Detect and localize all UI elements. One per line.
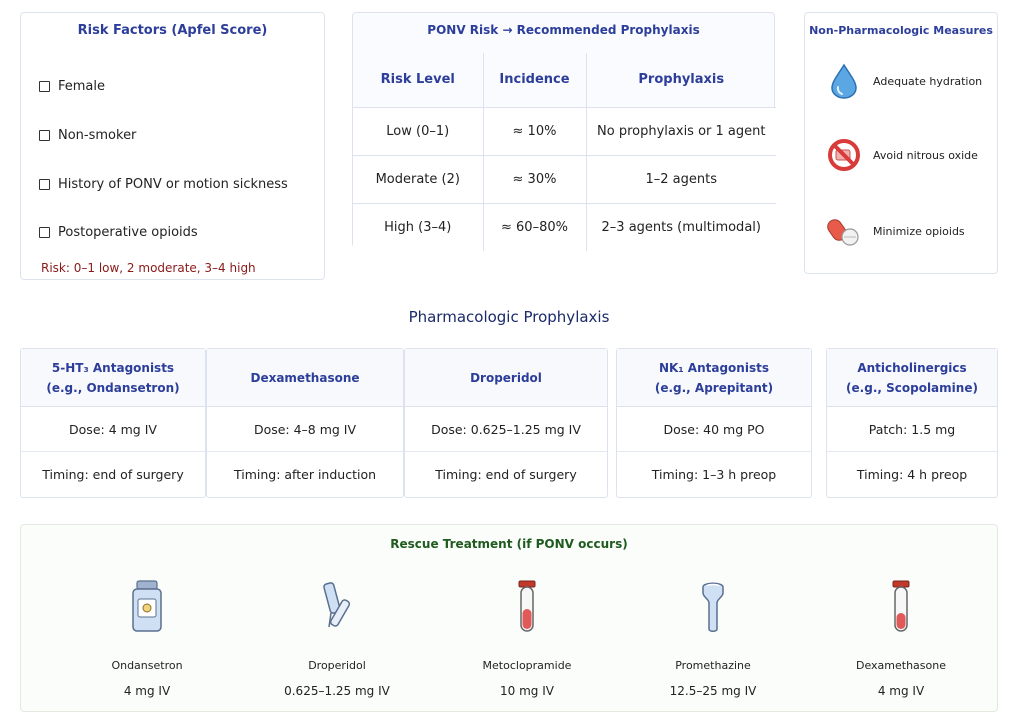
rescue-drug-name: Droperidol	[308, 659, 366, 672]
rescue-item	[811, 577, 991, 698]
water-drop-icon	[827, 63, 861, 99]
non-pharmacologic-item	[827, 137, 978, 173]
table-cell: 1–2 agents	[586, 155, 776, 203]
checkbox-icon[interactable]	[39, 227, 50, 238]
risk-factors-title: Risk Factors (Apfel Score)	[77, 23, 268, 38]
non-pharmacologic-title: Non-Pharmacologic Measures	[809, 24, 993, 37]
rescue-drug-name: Promethazine	[675, 659, 751, 672]
risk-factor-item[interactable]	[39, 225, 198, 240]
rescue-item	[57, 577, 237, 698]
rescue-drug-name: Ondansetron	[111, 659, 183, 672]
column-header-incidence: Incidence	[483, 53, 586, 107]
column-header-risk-level: Risk Level	[353, 53, 483, 107]
rescue-item	[247, 577, 427, 698]
drug-timing: Timing: 4 h preop	[856, 467, 968, 482]
drug-name: NK₁ Antagonists (e.g., Aprepitant)	[617, 349, 811, 407]
rescue-drug-name: Dexamethasone	[855, 659, 946, 672]
risk-factor-label: Female	[58, 79, 106, 94]
rescue-drug-dose: 12.5–25 mg IV	[669, 684, 757, 698]
vial-icon	[889, 579, 913, 635]
risk-factor-item[interactable]	[39, 177, 288, 192]
prohibited-icon	[827, 137, 861, 173]
drug-timing: Timing: end of surgery	[435, 467, 577, 482]
checkbox-icon[interactable]	[39, 179, 50, 190]
rescue-drug-dose: 10 mg IV	[500, 684, 554, 698]
medicine-bottle-icon	[129, 579, 165, 635]
table-cell: ≈ 30%	[483, 155, 586, 203]
risk-factor-label: Non-smoker	[58, 128, 137, 143]
non-pharmacologic-item	[827, 213, 965, 249]
prophylaxis-table-panel	[352, 12, 775, 248]
table-cell: Low (0–1)	[353, 107, 483, 155]
risk-factor-item[interactable]	[39, 128, 136, 143]
drug-timing: Timing: 1–3 h preop	[651, 467, 777, 482]
rescue-treatment-title: Rescue Treatment (if PONV occurs)	[390, 537, 628, 551]
rescue-drug-dose: 4 mg IV	[123, 684, 171, 698]
drug-dose: Dose: 4–8 mg IV	[207, 407, 403, 452]
checkbox-icon[interactable]	[39, 130, 50, 141]
rescue-drug-name: Metoclopramide	[482, 659, 572, 672]
table-cell: 2–3 agents (multimodal)	[586, 203, 776, 251]
drug-dose: Patch: 1.5 mg	[827, 407, 997, 452]
table-row	[353, 107, 776, 155]
non-pharmacologic-item	[827, 63, 982, 99]
checkbox-icon[interactable]	[39, 81, 50, 92]
rescue-item	[623, 577, 803, 698]
drug-card-droperidol	[404, 348, 608, 498]
drug-card-dexamethasone	[206, 348, 404, 498]
non-pharmacologic-label: Avoid nitrous oxide	[873, 148, 978, 162]
non-pharmacologic-label: Adequate hydration	[873, 74, 983, 88]
rescue-drug-dose: 4 mg IV	[877, 684, 925, 698]
pharmacologic-heading: Pharmacologic Prophylaxis	[408, 308, 610, 326]
drug-name: Anticholinergics (e.g., Scopolamine)	[827, 349, 997, 407]
syringe-icon	[317, 579, 357, 635]
drug-dose: Dose: 40 mg PO	[617, 407, 811, 452]
non-pharmacologic-panel	[804, 12, 998, 274]
drug-timing: Timing: after induction	[233, 467, 377, 482]
risk-factors-panel	[20, 12, 325, 280]
risk-factor-item[interactable]	[39, 79, 105, 94]
table-cell: No prophylaxis or 1 agent	[586, 107, 776, 155]
drug-dose: Dose: 0.625–1.25 mg IV	[405, 407, 607, 452]
drug-card-5ht3-antagonists	[20, 348, 206, 498]
column-header-prophylaxis: Prophylaxis	[586, 53, 776, 107]
table-cell: Moderate (2)	[353, 155, 483, 203]
rescue-drug-dose: 0.625–1.25 mg IV	[284, 684, 390, 698]
drug-dose: Dose: 4 mg IV	[21, 407, 205, 452]
drug-name: 5-HT₃ Antagonists (e.g., Ondansetron)	[21, 349, 205, 407]
ampoule-icon	[697, 579, 729, 635]
drug-name: Dexamethasone	[207, 349, 403, 407]
table-header-row	[353, 53, 776, 107]
prophylaxis-table	[353, 53, 776, 251]
risk-score-note: Risk: 0–1 low, 2 moderate, 3–4 high	[41, 261, 256, 275]
drug-card-anticholinergics	[826, 348, 998, 498]
table-row	[353, 203, 776, 251]
risk-factor-label: Postoperative opioids	[58, 225, 198, 240]
drug-name: Droperidol	[405, 349, 607, 407]
non-pharmacologic-label: Minimize opioids	[873, 224, 965, 238]
drug-timing: Timing: end of surgery	[42, 467, 184, 482]
drug-card-nk1-antagonists	[616, 348, 812, 498]
table-cell: High (3–4)	[353, 203, 483, 251]
table-cell: ≈ 10%	[483, 107, 586, 155]
prophylaxis-table-title: PONV Risk → Recommended Prophylaxis	[427, 23, 700, 37]
pills-icon	[827, 213, 861, 249]
risk-factor-label: History of PONV or motion sickness	[58, 177, 288, 192]
vial-icon	[515, 579, 539, 635]
table-row	[353, 155, 776, 203]
rescue-item	[437, 577, 617, 698]
table-cell: ≈ 60–80%	[483, 203, 586, 251]
rescue-treatment-panel	[20, 524, 998, 712]
